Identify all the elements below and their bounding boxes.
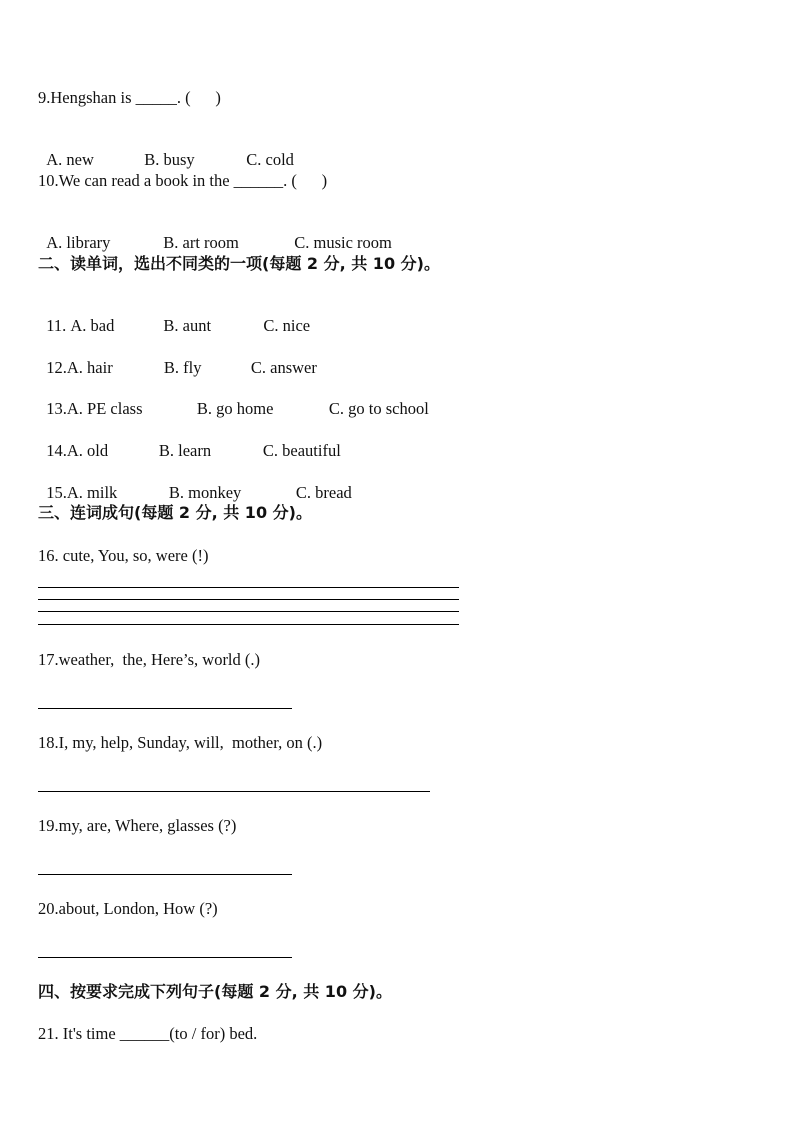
question-17: 17.weather, the, Here’s, world (.): [38, 650, 261, 669]
option-c: C. answer: [250, 358, 317, 377]
question-19: 19.my, are, Where, glasses (?): [38, 816, 237, 835]
answer-line: [38, 957, 292, 958]
answer-line: [38, 624, 459, 625]
question-number: 15.: [46, 483, 67, 502]
option-b: B. art room: [163, 233, 239, 252]
option-b: B. aunt: [163, 316, 212, 335]
option-b: B. fly: [163, 358, 202, 377]
answer-line: [38, 587, 459, 588]
answer-line: [38, 611, 459, 612]
question-9-stem: 9.Hengshan is _____. ( ): [38, 88, 221, 107]
question-15: [38, 463, 352, 503]
section-3-heading: 三、连词成句(每题 2 分, 共 10 分)。: [38, 503, 312, 522]
question-14: [38, 421, 341, 461]
option-c: C. music room: [294, 233, 392, 252]
option-c: C. beautiful: [262, 441, 341, 460]
option-a: A. new: [46, 150, 94, 169]
question-21: 21. It's time ______(to / for) bed.: [38, 1024, 258, 1043]
option-b: B. busy: [144, 150, 195, 169]
option-a: A. old: [66, 441, 109, 460]
option-a: A. milk: [66, 483, 118, 502]
option-b: B. monkey: [168, 483, 242, 502]
option-b: B. learn: [158, 441, 212, 460]
option-a: A. hair: [66, 358, 113, 377]
question-number: 13.: [46, 399, 67, 418]
option-a: A. library: [46, 233, 111, 252]
option-c: C. bread: [295, 483, 352, 502]
question-16: 16. cute, You, so, were (!): [38, 546, 209, 565]
option-a: A. bad: [70, 316, 115, 335]
answer-line: [38, 708, 292, 709]
question-number: 14.: [46, 441, 67, 460]
question-11: [38, 296, 310, 336]
question-18: 18.I, my, help, Sunday, will, mother, on (.): [38, 733, 323, 752]
option-b: B. go home: [196, 399, 274, 418]
option-c: C. go to school: [328, 399, 429, 418]
answer-line: [38, 791, 430, 792]
question-10-stem: 10.We can read a book in the ______. ( ): [38, 171, 328, 190]
question-9-options: [38, 130, 294, 170]
answer-line: [38, 874, 292, 875]
question-number: 11.: [46, 316, 71, 335]
question-12: [38, 338, 317, 378]
question-20: 20.about, London, How (?): [38, 899, 218, 918]
option-a: A. PE class: [66, 399, 143, 418]
question-10-options: [38, 213, 392, 253]
section-2-heading: 二、读单词，选出不同类的一项(每题 2 分, 共 10 分)。: [38, 254, 440, 273]
option-c: C. nice: [263, 316, 311, 335]
option-c: C. cold: [246, 150, 294, 169]
question-13: [38, 379, 429, 419]
answer-line: [38, 599, 459, 600]
question-number: 12.: [46, 358, 67, 377]
section-4-heading: 四、按要求完成下列句子(每题 2 分, 共 10 分)。: [38, 982, 392, 1001]
